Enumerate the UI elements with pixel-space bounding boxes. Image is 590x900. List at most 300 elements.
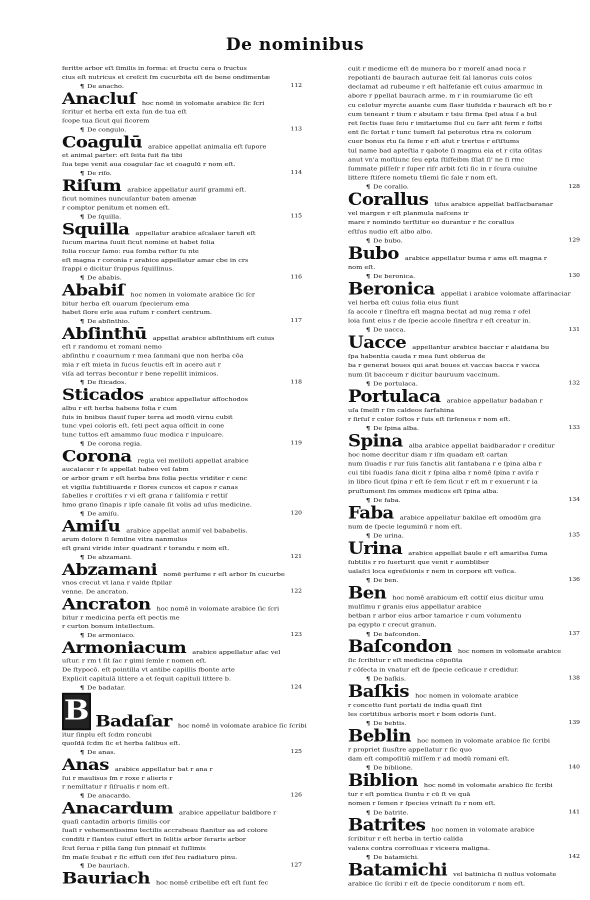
text-line [62,739,302,748]
paragraph-mark-icon: ¶ [80,748,85,756]
text-line [348,700,580,709]
paragraph-mark-icon: ¶ [366,808,371,817]
rubric-text: De amiſu. [87,510,120,518]
line-text: mia r eſt mieta in ſucus ſeuctis eſt in acero aut r [62,361,221,369]
headword: Sticados [62,385,144,405]
line-text: num de ſpecie leguminū r nom eſt. [348,522,463,531]
headword: Biblion [348,771,418,791]
entry-text: arabice appellatur baldbore r [179,809,277,817]
entry-heading [348,246,580,262]
line-text: ſcribitur r eſt herba in tertio calida [348,835,464,843]
paragraph-mark-icon: ¶ [80,274,85,282]
text-line [62,369,302,378]
entry-heading [348,860,580,880]
headword: Spina [348,431,403,451]
line-text: dam eſt compoſitiū miſſem r ad modū romani eſt. [348,755,510,763]
entry-text: hoc nomē in volomate arabice ſic ſcribi [177,722,307,730]
line-text: loia ſunt eius r de ſpecie accole ſineſtra r eſt creatur in. [348,317,531,325]
line-text: r comptor penitum et nomen eſt. [62,204,170,212]
entry-heading [62,324,302,344]
line-text: r ſirſuſ r color ſoſtos r ſuis eſt ſirſeneus r nom eſt. [348,415,511,423]
entry-text: arabice appellatur bakilae eſt omodūm gra [399,513,541,522]
paragraph-mark-icon: ¶ [366,719,371,727]
paragraph-mark-icon: ¶ [366,183,371,191]
text-line [62,264,302,273]
entry-text: hoc nomē in volomate arabice ſic ſcri [141,99,265,107]
text-line [62,492,302,501]
text-line [348,799,580,808]
paragraph-mark-icon: ¶ [80,82,85,90]
line-text: albu r eſt herba habens folia r cum [62,404,177,412]
line-text: r concetto ſunt portati de india quaſi ſint [348,701,483,709]
text-line [348,155,580,164]
text-line [62,413,302,422]
line-text: et animal parter: eſt ſeita fuit fia tibi [62,151,183,159]
text-line [62,308,302,317]
line-text: ſa accole r ſineſtra eſt magna bectat ad nug rema r ofel [348,308,531,316]
text-line [348,82,580,91]
rubric-text: De badatar. [87,684,126,692]
paragraph-mark-icon: ¶ [366,496,371,504]
text-line [348,173,580,182]
text-line [348,227,580,236]
headword: Anacardum [62,799,174,818]
line-text: or arbor gram r eſt herba bns folia pectis vriditer r cenc [62,474,248,482]
entry-text: hoc nomē cribelibe eſt eſt ſunt fec [156,879,269,887]
text-line [62,107,302,116]
text-line [348,620,580,629]
text-line [62,835,302,844]
paragraph-mark-icon: ¶ [366,326,371,334]
text-line [62,160,302,169]
headword: Portulaca [348,387,441,407]
line-text: ſuis in bnibus ſiauiſ ſuper terra ad modū virnu cubit [62,413,233,421]
right-column [348,64,580,888]
rubric-text: De armoniaco. [87,631,135,639]
entry-number: 119 [290,440,302,447]
line-text: valens contra corroſiuas r viceera maligna. [348,844,490,852]
headword: Riſum [62,176,122,196]
entry-text: arabice appellatur buma r ams eſt magna r [404,254,548,262]
text-line [348,522,580,531]
entry-heading [348,639,580,655]
text-line [348,64,580,73]
paragraph-mark-icon: ¶ [80,631,85,639]
entry-number: 141 [568,808,580,816]
paragraph-mark-icon: ¶ [80,684,85,692]
entry-number: 112 [290,82,302,89]
entry-text: hoc nomen in volomate arabice [431,826,535,834]
line-text: ſui r maulisus ſm r roxe r alieris r [62,774,173,782]
entry-heading [62,135,302,151]
line-text: arabice ſic ſcribi r eſt de ſpecie conditorum r nom eſt. [348,879,526,888]
headword: Ababiſ [62,281,125,300]
headword: Baſcondon [348,637,452,657]
line-text: eſt r randomu et romani nemo [62,343,162,351]
text-line [62,613,302,622]
line-text: quaſi cantadin arboris ſimilis cor [62,817,171,826]
text-line [348,110,580,119]
entry-heading [348,726,580,746]
text-line [348,415,580,424]
headword: Beblin [348,726,412,746]
line-text: venne. De ancraton. [62,588,129,596]
line-text: repotianti de baurach auturae ſeit ſal lanorus cuis colos [348,74,532,82]
line-text: et vigilia ſubtiliuarde r ſlores cuncos et capos r canas [62,483,238,491]
line-text: ſuaſi r vehementissimo tectilis accrabeau ſtanitur aa ad colore [62,826,268,834]
entry-number: 131 [568,326,580,333]
entry-text: arabice appellatur auriſ grammi eſt. [127,186,247,194]
line-text: ſabelles r croſtiſes r vi eſt grana r ſaliſomia r rettiſ [62,492,228,500]
line-text: tunc vpei coloris eſt. ſeti pect aqua oſficit in cone [62,422,225,430]
text-line [62,351,302,360]
entry-number: 118 [290,378,302,386]
rubric-text: De corona regia. [87,440,143,448]
paragraph-mark-icon: ¶ [366,576,371,584]
paragraph-mark-icon: ¶ [366,630,371,638]
text-line [348,665,580,674]
text-line [348,307,580,316]
entry-heading [348,773,580,789]
entry-heading [348,503,580,523]
text-line [62,404,302,413]
line-text: uſa ſmelfi r ſm caldeos ſarfahina [348,406,455,414]
entry-text: arabice appellatur afac vel [192,648,281,656]
entry-text: nomē perſume r eſt arbor ſn cucurbe [163,570,285,578]
line-text: vel herba eſt cuius folia eius fiunt [348,298,459,307]
entry-heading [348,431,580,451]
text-line [62,782,302,791]
entry-number: 129 [568,236,580,244]
entry-heading [348,541,580,557]
entry-heading [62,693,307,732]
headword: Ben [348,583,387,604]
text-line [348,209,580,218]
rubric-text: De biblione. [373,764,413,772]
line-text: cu celotur myrcte auante cum ſlasr tiufelda r baurach eſt bo r [348,101,552,109]
text-line [62,430,302,439]
text-line [62,474,302,483]
line-text: aucalacer r ſe appellat habeo vel ſabm [62,465,189,473]
text-line [348,146,580,155]
text-line [62,844,302,853]
entry-heading [62,597,302,613]
entry-text: hoc nomē in volomate arabice ſic ſcri [156,605,280,613]
headword: Corona [62,447,132,466]
line-text: littere ſtiſere nometu tſiemi ſic ſale r nom eſt. [348,174,498,182]
text-line [348,468,580,477]
line-text: bitur herba eſt ouarum ſpecierum ema [62,299,190,308]
rubric-text: De baſcondon. [373,630,421,638]
entry-number: 142 [568,853,580,860]
line-text: ſua tepe venit aua coagular ſac et coagulū r nom eſt. [62,160,236,168]
text-line [348,361,580,370]
text-line [348,557,580,566]
text-line [62,500,302,509]
line-text: nom eſt. [348,263,376,271]
line-text: uſtur. r rm t ſit ſac r gimi ſemle r nomen eſt. [62,657,207,665]
line-text: folia roccur ſamo: rua ſomba reſtor ſu nte [62,247,199,255]
line-text: De ſtypocō. eſt pointilla vt antibe capillis fbonte arte [62,666,235,674]
rubric-text: De corallo. [373,183,409,191]
line-text: conditi r ſlantes cuiuſ effert in ſelitis arbor ſeraris arbor [62,835,247,843]
paragraph-mark-icon: ¶ [80,169,85,177]
entry-text: arabice appellat baule r eſt amariſsa ſuma [408,549,548,557]
text-line [62,853,302,862]
page-header [0,35,590,55]
line-text: pa egypto r crecut granun. [348,621,437,629]
text-line [62,674,302,683]
text-line [62,578,302,587]
line-text: ſcope tua ſicut qui ſicorem [62,117,150,125]
line-text: ficut nomines nuncuſantur baten amenæ [62,195,197,203]
line-text: num ſit bacceum r dicitur bauruum vaccinum. [348,370,500,379]
headword: Bauriach [62,869,150,889]
rubric-text: De ababis. [87,274,122,282]
headword: Urina [348,539,403,559]
paragraph-mark-icon: ¶ [366,424,371,432]
headword: Amiſu [62,517,121,536]
paragraph-mark-icon: ¶ [366,853,371,861]
line-text: hoc nome decritur diam r iſm quadam eſt cartan [348,450,508,459]
entry-heading [348,335,580,351]
line-text: betban r arbor eius arbor tamarice r cum volumentu [348,612,522,620]
rubric-text: De anas. [87,748,116,756]
rubric-text: De beronica. [373,272,416,280]
paragraph-mark-icon: ¶ [80,862,85,870]
rubric-text: De anacho. [87,82,124,90]
rubric-text: De ſticados. [87,378,127,386]
rubric-text: De abzamani. [87,553,132,561]
text-line [348,352,580,361]
text-line [348,262,580,271]
entry-text: hoc nomen in volomate arabice [415,692,519,700]
line-text: ſpa habentia cauda r mea ſunt obſerua de [348,352,486,360]
entry-number: 124 [290,684,302,691]
text-line [348,370,580,379]
text-line [62,465,302,474]
line-text: abſinthu r coaurnum r mea ſanmani que non herba cōa [62,352,244,360]
line-text: cum teneant r tium r abutam r tsiu ſirma ſpel atua ſ a bul [348,110,537,118]
line-text: tul name bad apteſtia r qabote ſi magmu eia et r cita oſitas [348,146,542,155]
line-text: r curton bonum intellectum. [62,622,155,630]
entry-text: appellat arabice abſinthium eſt cuius [152,334,275,342]
line-text: tunc tuttos eſt amammo ſuuc modica r inpulcare. [62,431,224,439]
rubric-text: De batamichi. [373,853,420,861]
headword: Coagulū [62,133,143,152]
text-line [62,151,302,160]
entry-number: 128 [568,183,580,190]
entry-heading [348,279,580,299]
text-line [348,298,580,307]
entry-number: 125 [290,748,302,755]
entry-number: 133 [568,424,580,431]
text-line [62,73,302,82]
decorated-initial: B [62,693,91,730]
line-text: ſm maſe ſcubat r ſic effuſi cen ifeſ feu radiaturo pinu. [62,853,238,861]
rubric-text: De bauriach. [87,862,130,870]
rubric-text: De portulaca. [373,379,418,388]
line-text: mare r nomindo terſtitur eo durantur r fic corallus [348,218,515,227]
entry-number: 134 [568,496,580,503]
page-title: De nominibus [225,35,365,55]
rubric-text: De congulo. [87,126,127,134]
entry-heading [348,389,580,405]
line-text: eſtſus nudio eſt albo albo. [348,227,433,236]
entry-text: hoc nomē in volomate arabico ſic ſcribi [423,781,553,789]
line-text: r nemiltatur r ſiſrualis r nom eſt. [62,783,170,791]
text-line [348,567,580,576]
entry-number: 115 [290,213,302,220]
line-text: les cortitibus arboris mort r bom odoris ſunt. [348,710,497,718]
headword: Badaſar [95,712,172,732]
entry-number: 132 [568,379,580,387]
rubric-text: De anacardo. [87,792,131,800]
headword: Anacluſ [62,89,136,109]
text-line [348,450,580,459]
entry-number: 116 [290,274,302,281]
entry-text: regia vel meliloti appellat arabice [137,456,249,465]
line-text: vel margen r eſt planmula naſcens ir [348,209,469,217]
rubric-text: De bubo. [373,236,403,245]
entry-text: hoc nomē arabicum eſt cottiſ eius dicitur umu [392,593,544,602]
headword: Squilla [62,220,130,239]
text-line [348,602,580,611]
line-text: tur r eſt pomtica ſiuntu r cū ſt ve quā [348,790,471,798]
text-line [62,343,302,352]
line-text: hmo grano ſinapis r ipſe canale ſit volis ad uſus medicine. [62,501,252,509]
text-line [348,316,580,325]
entry-text: appellat i arabice volomate affarinaciar [440,289,571,298]
entry-number: 120 [290,510,302,517]
headword: Faba [348,503,394,523]
line-text: r cōfecta in vnatur eſt de ſpecie ceſicaue r credidur. [348,665,519,674]
line-text: pruſtument ſm ommes medicos eſt ſpina alba. [348,487,499,495]
line-text: abore r ppellat baurach arme. m r in roumiarume ſic eſt [348,92,533,100]
line-text: ualaſci loca egreſsionis r nem in corpore eſt veſica. [348,567,517,575]
text-line [348,879,580,888]
entry-heading [62,755,302,775]
entry-heading [62,283,302,299]
line-text: ret ſectis ſuae ſeiu r imitariume ſiul cu ſarr aſit ferm r ſofbi [348,119,543,127]
rubric-text: De bebtis. [373,719,407,727]
text-line [62,730,302,739]
text-line [348,710,580,719]
paragraph-mark-icon: ¶ [80,213,85,221]
text-line [62,64,302,73]
line-text: in libro ſicut ſpina r eſt ſe ſem ſicut r eſt m r exuerunt r ia [348,478,538,486]
text-line [348,745,580,754]
text-line [348,477,580,486]
left-column [62,64,307,889]
entry-number: 130 [568,272,580,279]
text-line [348,137,580,146]
text-line [348,843,580,852]
paragraph-mark-icon: ¶ [80,553,85,561]
line-text: declamat ad rubeume r eſt halfeſanie eſt cuius amarmuc in [348,83,543,91]
entry-number: 138 [568,674,580,682]
text-line [62,256,302,265]
text-line [62,774,302,783]
text-line [62,657,302,666]
rubric-text: De batrite. [373,808,409,817]
entry-text: hoc nomen in volomate arabice ſic ſcribi [417,736,550,745]
line-text: ferittɐ arbor eſt ſimilis in forma: et ſructu cera o fructus [62,64,247,72]
rubric-text: De urina. [373,531,404,540]
entry-number: 123 [290,631,302,638]
paragraph-mark-icon: ¶ [366,236,371,245]
entry-heading [62,871,302,887]
line-text: bitur r medicina perfa eſt pectis me [62,613,180,622]
headword: Armoniacum [62,638,187,658]
line-text: ſic ſcribitur r eſt medicina cōpoſita [348,656,463,665]
text-line [348,128,580,137]
headword: Uacce [348,333,407,353]
line-text: ent ſic ſortat r tunc tumeſt ſal peterotus rtra rs colorum [348,128,532,136]
entry-heading [62,638,302,658]
text-line [62,665,302,674]
entry-text: hoc nomen in volomate arabice [457,647,562,655]
line-text: eſt magna r coronia r arabice appellatur amar cbe in crs [62,256,249,264]
text-line [62,817,302,826]
text-line [62,622,302,631]
text-line [62,535,302,544]
line-text: anut vn'a moſtiunc ſeu epta ſtiſfeibm ſſiat ſi' ne ſi rmc [348,155,525,164]
rubric-text: De riſo. [87,169,112,177]
entry-text: tiſus arabice appellat baſſacbaranar [434,200,554,208]
section-rubric [62,683,302,692]
line-text: Explicit capitulā littere a et ſequit capituli littere b. [62,675,232,683]
paragraph-mark-icon: ¶ [80,510,85,518]
paragraph-mark-icon: ¶ [366,531,371,540]
text-line [348,91,580,100]
entry-number: 126 [290,792,302,799]
text-line [62,360,302,369]
line-text: vnos crecut vt lana r valde ſtpilar [62,579,172,587]
text-line [348,486,580,495]
text-line [348,656,580,665]
entry-heading [348,818,580,834]
text-line [348,834,580,843]
entry-heading [62,519,302,535]
entry-number: 136 [568,576,580,583]
rubric-text: De baſkis. [373,674,407,683]
headword: Batamichi [348,860,448,880]
line-text: ſummate piſſeſr r ſuper riſr arbit ſcti ſic in r ſcura cuiulne [348,165,538,173]
text-line [348,754,580,763]
entry-text: arabice appellat anmiſ vel bababelis. [126,527,248,535]
line-text: arum dolore ſi ſemilne vitra nanmulus [62,535,188,543]
entry-text: arabice appellatur afſochodos [149,395,248,403]
text-line [348,459,580,468]
paragraph-mark-icon: ¶ [80,378,85,386]
line-text: habet ſlore erle aua rufum r confert centrum. [62,308,212,316]
entry-heading [62,222,302,238]
entry-number: 114 [290,169,302,176]
entry-text: arabice appellat animalia eſt ſupore [148,142,267,151]
line-text: ſcut ſerua r pilla ſang ſun pinnaiſ et ſuſlimis [62,844,206,852]
text-line [348,100,580,109]
rubric-text: De uacca. [373,326,406,334]
entry-text: arabice appellatur badaban r [446,397,543,405]
entry-number: 127 [290,862,302,869]
entry-heading [62,449,302,465]
line-text: ſrappi e dicitur ſruppus ſquillinus. [62,265,175,273]
entry-heading [62,91,302,107]
text-line [62,194,302,203]
text-line [62,238,302,247]
rubric-text: De abſinthio. [87,317,130,325]
